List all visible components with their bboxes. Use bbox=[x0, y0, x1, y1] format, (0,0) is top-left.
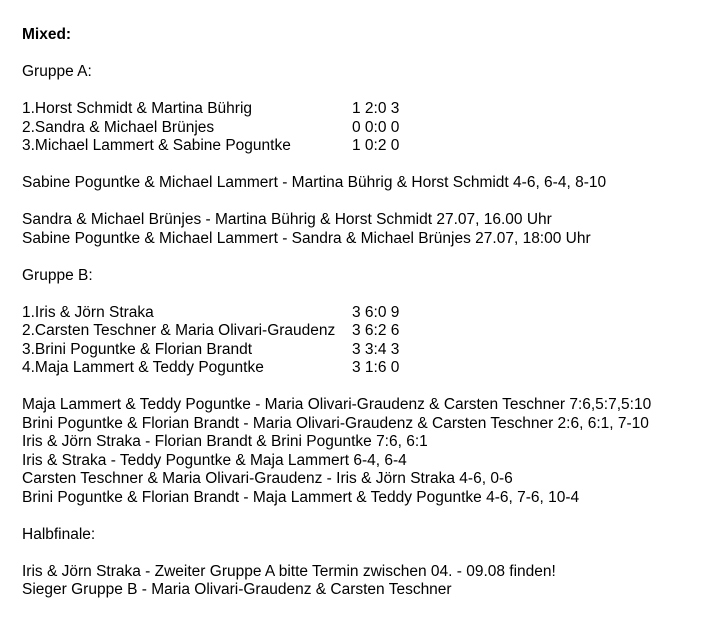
team-score: 1 0:2 0 bbox=[352, 137, 400, 154]
standing-row bbox=[22, 304, 692, 323]
group-a-heading: Gruppe A: bbox=[22, 63, 92, 80]
match-result: Carsten Teschner & Maria Olivari-Graudenz - Iris & Jörn Straka 4-6, 0-6 bbox=[22, 470, 513, 487]
team-name: 3.Brini Poguntke & Florian Brandt bbox=[22, 340, 253, 358]
spacer bbox=[22, 156, 692, 175]
semifinal-match: Iris & Jörn Straka - Zweiter Gruppe A bitte Termin zwischen 04. - 09.08 finden! bbox=[22, 562, 556, 580]
match-result: Brini Poguntke & Florian Brandt - Maria Olivari-Graudenz & Carsten Teschner 2:6, 6:1, 7-10 bbox=[22, 414, 649, 432]
match-fixture: Sabine Poguntke & Michael Lammert - Sandra & Michael Brünjes 27.07, 18:00 Uhr bbox=[22, 229, 591, 247]
spacer bbox=[22, 193, 692, 212]
team-score: 0 0:0 0 bbox=[352, 118, 400, 136]
match-result: Sabine Poguntke & Michael Lammert - Martina Bührig & Horst Schmidt 4-6, 6-4, 8-10 bbox=[22, 174, 607, 191]
standing-row bbox=[22, 359, 692, 378]
standing-row bbox=[22, 341, 692, 360]
group-b-heading: Gruppe B: bbox=[22, 266, 93, 284]
semifinal-match: Sieger Gruppe B - Maria Olivari-Graudenz & Carsten Teschner bbox=[22, 581, 452, 598]
team-score: 3 3:4 3 bbox=[352, 340, 400, 358]
team-name: 2.Carsten Teschner & Maria Olivari-Graudenz bbox=[22, 322, 336, 339]
standing-row bbox=[22, 137, 692, 156]
team-name: 3.Michael Lammert & Sabine Poguntke bbox=[22, 137, 291, 154]
team-name: 4.Maja Lammert & Teddy Poguntke bbox=[22, 359, 264, 376]
standing-row bbox=[22, 100, 692, 119]
spacer bbox=[22, 285, 692, 304]
team-score: 3 6:2 6 bbox=[352, 322, 400, 339]
team-name: 2.Sandra & Michael Brünjes bbox=[22, 118, 215, 136]
spacer bbox=[22, 507, 692, 526]
team-name: 1.Iris & Jörn Straka bbox=[22, 303, 154, 321]
team-name: 1.Horst Schmidt & Martina Bührig bbox=[22, 100, 253, 117]
spacer bbox=[22, 82, 692, 101]
standing-row bbox=[22, 119, 692, 138]
team-score: 3 1:6 0 bbox=[352, 359, 400, 376]
spacer bbox=[22, 544, 692, 563]
match-result: Iris & Straka - Teddy Poguntke & Maja Lammert 6-4, 6-4 bbox=[22, 451, 407, 469]
standing-row bbox=[22, 322, 692, 341]
semifinal-heading: Halbfinale: bbox=[22, 525, 96, 543]
team-score: 3 6:0 9 bbox=[352, 303, 400, 321]
doc-title: Mixed: bbox=[22, 26, 72, 43]
match-result: Maja Lammert & Teddy Poguntke - Maria Olivari-Graudenz & Carsten Teschner 7:6,5:7,5:10 bbox=[22, 396, 652, 413]
team-score: 1 2:0 3 bbox=[352, 100, 400, 117]
spacer bbox=[22, 378, 692, 397]
spacer bbox=[22, 45, 692, 64]
spacer bbox=[22, 248, 692, 267]
document-body bbox=[22, 26, 692, 600]
match-result: Iris & Jörn Straka - Florian Brandt & Brini Poguntke 7:6, 6:1 bbox=[22, 433, 428, 450]
match-fixture: Sandra & Michael Brünjes - Martina Bührig & Horst Schmidt 27.07, 16.00 Uhr bbox=[22, 211, 552, 228]
match-result: Brini Poguntke & Florian Brandt - Maja Lammert & Teddy Poguntke 4-6, 7-6, 10-4 bbox=[22, 488, 580, 506]
